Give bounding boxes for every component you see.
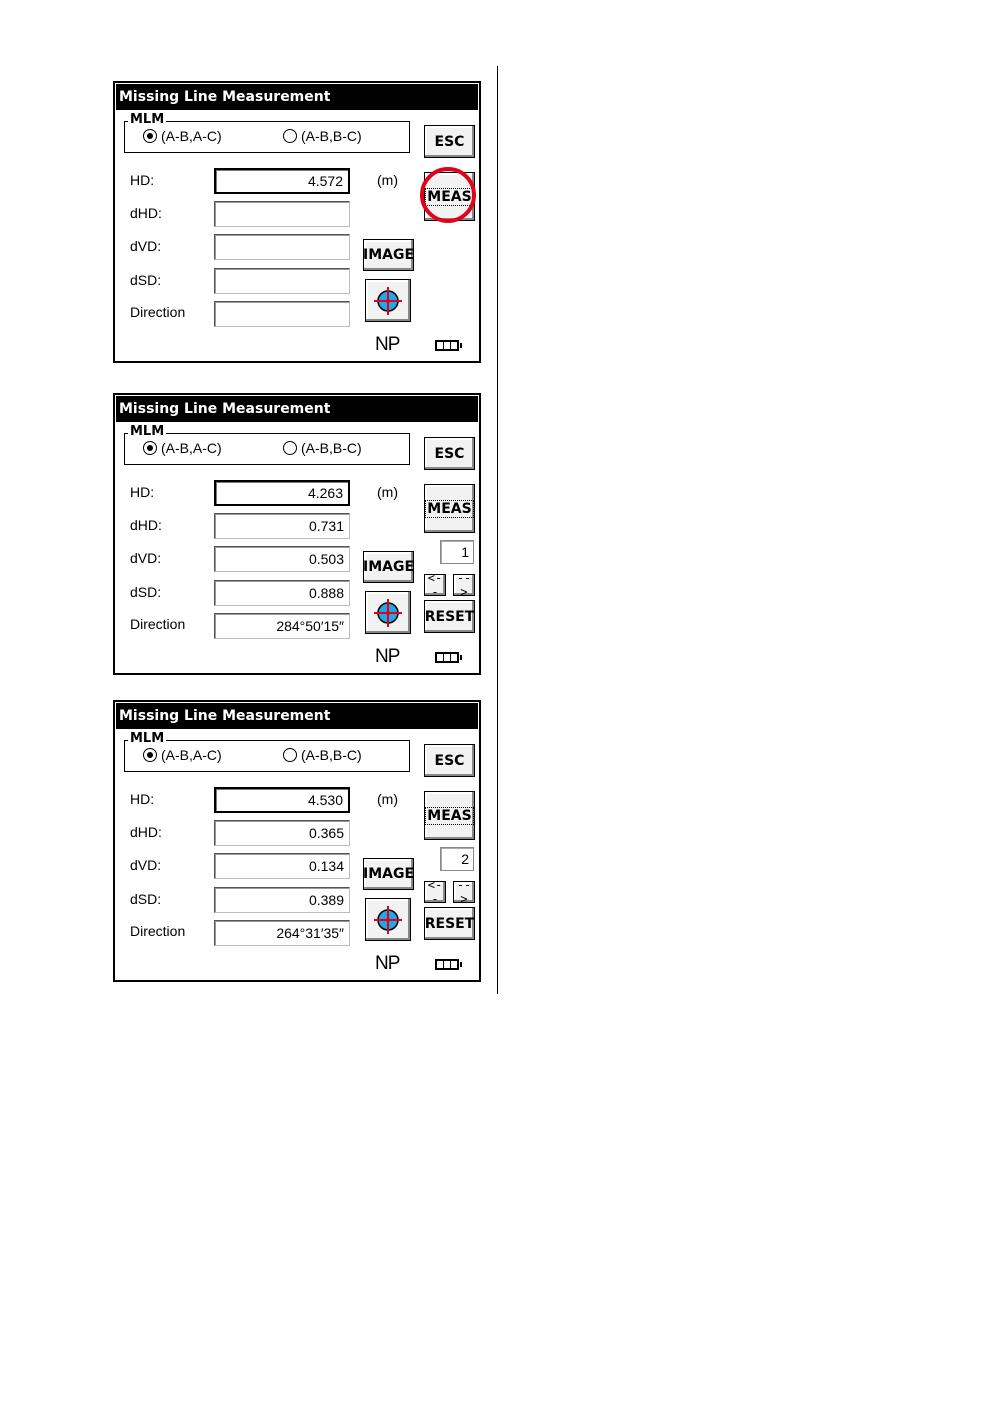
esc-button[interactable]: ESC <box>424 437 475 470</box>
dhd-label: dHD: <box>130 824 162 840</box>
reset-button[interactable]: RESET <box>424 600 475 633</box>
radio-selected-icon <box>143 441 157 455</box>
dsd-label: dSD: <box>130 584 162 600</box>
dvd-field[interactable]: 0.134 <box>214 853 350 879</box>
mlm-window-1 <box>113 81 481 363</box>
radio-ab-bc[interactable] <box>283 128 362 144</box>
np-mode-indicator: NP <box>375 953 400 974</box>
battery-icon <box>435 652 459 663</box>
direction-field[interactable]: 284°50′15″ <box>214 613 350 639</box>
dsd-field[interactable] <box>214 268 350 294</box>
radio-ab-ac[interactable] <box>143 440 222 456</box>
np-mode-indicator: NP <box>375 334 400 355</box>
mlm-window-3 <box>113 700 481 982</box>
meas-button[interactable] <box>424 484 475 533</box>
radio-label: (A-B,B-C) <box>301 128 362 144</box>
next-button[interactable]: --> <box>453 574 475 596</box>
unit-label: (m) <box>377 484 398 500</box>
group-label: MLM <box>130 731 165 746</box>
meas-label: MEAS <box>427 188 472 205</box>
dvd-field[interactable] <box>214 234 350 260</box>
hd-field[interactable]: 4.530 <box>214 787 350 813</box>
radio-unselected-icon <box>283 129 297 143</box>
hd-field[interactable]: 4.572 <box>214 168 350 194</box>
meas-label: MEAS <box>427 500 472 517</box>
radio-ab-bc[interactable] <box>283 747 362 763</box>
battery-icon <box>435 340 459 351</box>
mlm-mode-group <box>124 731 410 772</box>
battery-icon <box>435 959 459 970</box>
esc-button[interactable]: ESC <box>424 744 475 777</box>
image-button[interactable]: IMAGE <box>363 239 414 271</box>
radio-ab-ac[interactable] <box>143 747 222 763</box>
unit-label: (m) <box>377 172 398 188</box>
radio-ab-bc[interactable] <box>283 440 362 456</box>
point-counter: 1 <box>440 540 474 564</box>
np-mode-indicator: NP <box>375 646 400 667</box>
hd-field[interactable]: 4.263 <box>214 480 350 506</box>
dhd-field[interactable] <box>214 201 350 227</box>
hd-label: HD: <box>130 172 155 188</box>
target-button[interactable] <box>365 591 411 634</box>
mlm-mode-group <box>124 424 410 465</box>
radio-unselected-icon <box>283 748 297 762</box>
mlm-window-2 <box>113 393 481 675</box>
radio-selected-icon <box>143 129 157 143</box>
dvd-label: dVD: <box>130 238 162 254</box>
direction-field[interactable] <box>214 301 350 327</box>
dhd-label: dHD: <box>130 205 162 221</box>
prev-button[interactable]: <-- <box>424 574 446 596</box>
esc-button[interactable]: ESC <box>424 125 475 158</box>
direction-field[interactable]: 264°31′35″ <box>214 920 350 946</box>
crosshair-target-icon <box>373 905 403 935</box>
unit-label: (m) <box>377 791 398 807</box>
direction-label: Direction <box>130 304 186 320</box>
group-label: MLM <box>130 424 165 439</box>
hd-label: HD: <box>130 484 155 500</box>
meas-label: MEAS <box>427 807 472 824</box>
dsd-label: dSD: <box>130 891 162 907</box>
dhd-label: dHD: <box>130 517 162 533</box>
direction-label: Direction <box>130 923 186 939</box>
page-divider-line <box>497 66 498 994</box>
dvd-label: dVD: <box>130 550 162 566</box>
hd-label: HD: <box>130 791 155 807</box>
point-counter: 2 <box>440 847 474 871</box>
direction-label: Direction <box>130 616 186 632</box>
dsd-label: dSD: <box>130 272 162 288</box>
radio-unselected-icon <box>283 441 297 455</box>
image-button[interactable]: IMAGE <box>363 551 414 583</box>
meas-button[interactable] <box>424 172 475 221</box>
window-title: Missing Line Measurement <box>116 703 478 729</box>
radio-label: (A-B,B-C) <box>301 747 362 763</box>
reset-button[interactable]: RESET <box>424 907 475 940</box>
crosshair-target-icon <box>373 598 403 628</box>
radio-selected-icon <box>143 748 157 762</box>
dhd-field[interactable]: 0.365 <box>214 820 350 846</box>
radio-label: (A-B,B-C) <box>301 440 362 456</box>
prev-button[interactable]: <-- <box>424 881 446 903</box>
crosshair-target-icon <box>373 286 403 316</box>
radio-label: (A-B,A-C) <box>161 747 222 763</box>
mlm-mode-group <box>124 112 410 153</box>
dsd-field[interactable]: 0.389 <box>214 887 350 913</box>
group-label: MLM <box>130 112 165 127</box>
dsd-field[interactable]: 0.888 <box>214 580 350 606</box>
image-button[interactable]: IMAGE <box>363 858 414 890</box>
radio-label: (A-B,A-C) <box>161 128 222 144</box>
meas-button[interactable] <box>424 791 475 840</box>
window-title: Missing Line Measurement <box>116 84 478 110</box>
next-button[interactable]: --> <box>453 881 475 903</box>
dvd-label: dVD: <box>130 857 162 873</box>
radio-ab-ac[interactable] <box>143 128 222 144</box>
window-title: Missing Line Measurement <box>116 396 478 422</box>
target-button[interactable] <box>365 279 411 322</box>
dhd-field[interactable]: 0.731 <box>214 513 350 539</box>
target-button[interactable] <box>365 898 411 941</box>
radio-label: (A-B,A-C) <box>161 440 222 456</box>
dvd-field[interactable]: 0.503 <box>214 546 350 572</box>
